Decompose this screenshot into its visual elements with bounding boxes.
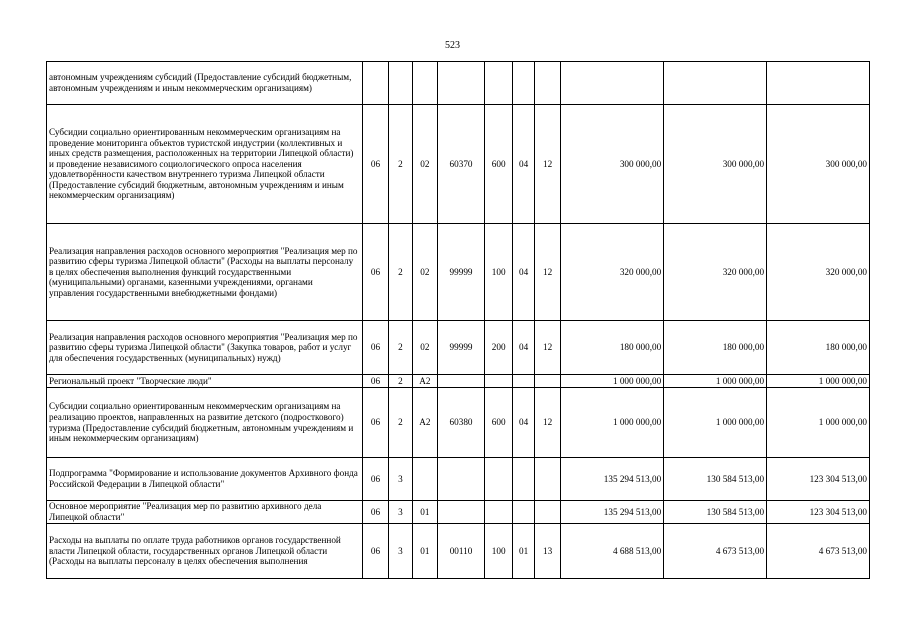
row-description: Региональный проект "Творческие люди" xyxy=(47,375,363,388)
amount-year-2: 300 000,00 xyxy=(664,105,767,224)
table-row xyxy=(47,458,870,501)
amount-year-3: 123 304 513,00 xyxy=(767,501,870,524)
amount-year-1: 1 000 000,00 xyxy=(561,375,664,388)
code-main-event: A2 xyxy=(412,375,437,388)
code-program: 06 xyxy=(362,458,388,501)
code-subprogram: 2 xyxy=(389,321,412,375)
row-description: Расходы на выплаты по оплате труда работников органов государственной власти Липецкой области, государственных органов Липецкой области (Расходы на выплаты персоналу в целях обеспечения выполнения xyxy=(47,524,363,579)
amount-year-1: 135 294 513,00 xyxy=(561,501,664,524)
code-expense-type xyxy=(484,62,513,105)
code-subprogram: 2 xyxy=(389,105,412,224)
code-expense-type: 100 xyxy=(484,524,513,579)
amount-year-3: 123 304 513,00 xyxy=(767,458,870,501)
code-direction: 99999 xyxy=(438,321,485,375)
code-direction: 60370 xyxy=(438,105,485,224)
code-subprogram xyxy=(389,62,412,105)
table-row xyxy=(47,524,870,579)
code-main-event: 01 xyxy=(412,501,437,524)
amount-year-1 xyxy=(561,62,664,105)
amount-year-1: 320 000,00 xyxy=(561,224,664,321)
code-main-event xyxy=(412,458,437,501)
row-description: Субсидии социально ориентированным некоммерческим организациям на реализацию проектов, направленных на развитие детского (подросткового) туризма (Предоставление субсидий бюджетным, автономным учреждениям и иным некоммерческим организациям) xyxy=(47,388,363,458)
table-row xyxy=(47,224,870,321)
amount-year-2: 1 000 000,00 xyxy=(664,375,767,388)
code-program xyxy=(362,62,388,105)
code-direction xyxy=(438,458,485,501)
code-direction: 60380 xyxy=(438,388,485,458)
code-direction xyxy=(438,501,485,524)
code-section: 04 xyxy=(513,224,534,321)
amount-year-2: 180 000,00 xyxy=(664,321,767,375)
amount-year-2: 130 584 513,00 xyxy=(664,501,767,524)
row-description: Реализация направления расходов основного мероприятия "Реализация мер по развитию сферы туризма Липецкой области" (Расходы на выплаты персоналу в целях обеспечения выполнения функций государственными (муниципальными) органами, казенными учреждениями, органами управления государственными внебюджетными фондами) xyxy=(47,224,363,321)
code-subsection: 12 xyxy=(534,105,560,224)
code-program: 06 xyxy=(362,375,388,388)
table-row xyxy=(47,375,870,388)
amount-year-2: 130 584 513,00 xyxy=(664,458,767,501)
budget-table xyxy=(46,61,870,579)
amount-year-3: 180 000,00 xyxy=(767,321,870,375)
code-subsection xyxy=(534,62,560,105)
code-subprogram: 2 xyxy=(389,375,412,388)
code-direction: 99999 xyxy=(438,224,485,321)
code-subsection xyxy=(534,501,560,524)
row-description: Реализация направления расходов основного мероприятия "Реализация мер по развитию сферы туризма Липецкой области" (Закупка товаров, работ и услуг для обеспечения государственных (муниципальных) нужд) xyxy=(47,321,363,375)
code-section: 01 xyxy=(513,524,534,579)
code-subsection: 12 xyxy=(534,224,560,321)
table-row xyxy=(47,321,870,375)
table-row xyxy=(47,501,870,524)
amount-year-1: 4 688 513,00 xyxy=(561,524,664,579)
row-description: Субсидии социально ориентированным некоммерческим организациям на проведение мониторинга объектов туристской индустрии (коллективных и иных средств размещения, расположенных на территории Липецкой области) и проведение независимого социологического опроса населения удовлетворённости качеством внутреннего туризма Липецкой области (Предоставление субсидий бюджетным, автономным учреждениям и иным некоммерческим организациям) xyxy=(47,105,363,224)
code-program: 06 xyxy=(362,501,388,524)
code-subprogram: 3 xyxy=(389,501,412,524)
page-number: 523 xyxy=(445,40,460,51)
code-program: 06 xyxy=(362,224,388,321)
code-subprogram: 3 xyxy=(389,524,412,579)
code-main-event: 02 xyxy=(412,224,437,321)
code-main-event: A2 xyxy=(412,388,437,458)
code-program: 06 xyxy=(362,105,388,224)
code-section: 04 xyxy=(513,105,534,224)
amount-year-3: 300 000,00 xyxy=(767,105,870,224)
amount-year-3: 320 000,00 xyxy=(767,224,870,321)
code-subprogram: 2 xyxy=(389,388,412,458)
code-section xyxy=(513,458,534,501)
code-section xyxy=(513,501,534,524)
code-main-event xyxy=(412,62,437,105)
code-direction xyxy=(438,375,485,388)
code-main-event: 02 xyxy=(412,321,437,375)
code-expense-type: 600 xyxy=(484,388,513,458)
code-subsection xyxy=(534,458,560,501)
amount-year-3 xyxy=(767,62,870,105)
code-subsection: 13 xyxy=(534,524,560,579)
code-subsection: 12 xyxy=(534,388,560,458)
budget-table-body xyxy=(47,62,870,579)
code-subprogram: 2 xyxy=(389,224,412,321)
amount-year-3: 1 000 000,00 xyxy=(767,375,870,388)
amount-year-2 xyxy=(664,62,767,105)
row-description: Подпрограмма "Формирование и использование документов Архивного фонда Российской Федерации в Липецкой области" xyxy=(47,458,363,501)
amount-year-1: 300 000,00 xyxy=(561,105,664,224)
code-section: 04 xyxy=(513,388,534,458)
code-expense-type: 100 xyxy=(484,224,513,321)
amount-year-3: 4 673 513,00 xyxy=(767,524,870,579)
code-direction xyxy=(438,62,485,105)
code-main-event: 02 xyxy=(412,105,437,224)
code-section: 04 xyxy=(513,321,534,375)
code-subprogram: 3 xyxy=(389,458,412,501)
table-row xyxy=(47,105,870,224)
amount-year-2: 1 000 000,00 xyxy=(664,388,767,458)
code-main-event: 01 xyxy=(412,524,437,579)
amount-year-2: 320 000,00 xyxy=(664,224,767,321)
table-row xyxy=(47,388,870,458)
code-section xyxy=(513,62,534,105)
code-expense-type xyxy=(484,375,513,388)
code-program: 06 xyxy=(362,388,388,458)
code-expense-type: 200 xyxy=(484,321,513,375)
code-expense-type xyxy=(484,501,513,524)
row-description: автономным учреждениям субсидий (Предоставление субсидий бюджетным, автономным учреждениям и иным некоммерческим организациям) xyxy=(47,62,363,105)
amount-year-3: 1 000 000,00 xyxy=(767,388,870,458)
code-program: 06 xyxy=(362,321,388,375)
code-subsection: 12 xyxy=(534,321,560,375)
code-section xyxy=(513,375,534,388)
code-expense-type xyxy=(484,458,513,501)
amount-year-2: 4 673 513,00 xyxy=(664,524,767,579)
code-direction: 00110 xyxy=(438,524,485,579)
code-expense-type: 600 xyxy=(484,105,513,224)
amount-year-1: 180 000,00 xyxy=(561,321,664,375)
row-description: Основное мероприятие "Реализация мер по развитию архивного дела Липецкой области" xyxy=(47,501,363,524)
code-program: 06 xyxy=(362,524,388,579)
amount-year-1: 135 294 513,00 xyxy=(561,458,664,501)
table-row xyxy=(47,62,870,105)
code-subsection xyxy=(534,375,560,388)
amount-year-1: 1 000 000,00 xyxy=(561,388,664,458)
